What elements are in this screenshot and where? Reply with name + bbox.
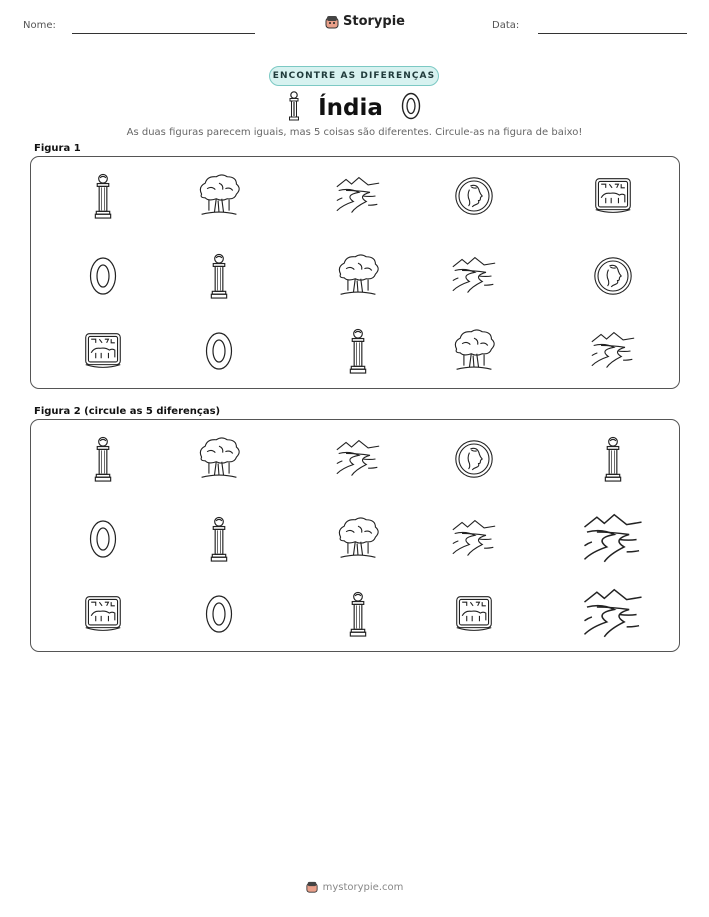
title-zero-icon [401,92,421,124]
brand-logo [325,14,405,29]
river-icon[interactable] [335,438,381,480]
footer-url[interactable]: mystorypie.com [322,881,404,893]
river-icon [335,175,381,217]
name-label: Nome: [23,20,56,31]
zero-icon[interactable] [204,594,234,634]
zero-icon [204,331,234,371]
seal-icon[interactable] [83,594,123,634]
zero-icon[interactable] [88,519,118,559]
river-icon[interactable] [451,518,497,560]
storypie-mascot-icon [325,15,339,29]
seal-icon [83,331,123,371]
pillar-icon[interactable] [94,436,112,482]
pillar-icon [210,253,228,299]
pillar-icon [94,173,112,219]
title-row [0,91,709,125]
title-pillar-icon [288,91,300,125]
banyan-tree-icon[interactable] [335,517,381,561]
seal-icon [593,176,633,216]
pillar-icon[interactable] [604,436,622,482]
storypie-mascot-icon [306,881,318,893]
river-icon [451,255,497,297]
pillar-icon [349,328,367,374]
banyan-tree-icon [335,254,381,298]
river-icon [590,330,636,372]
pillar-icon[interactable] [210,516,228,562]
coin-icon [593,256,633,296]
banyan-tree-icon [451,329,497,373]
page-title: Índia [318,95,383,121]
date-line[interactable] [538,33,687,34]
banyan-tree-icon [196,174,242,218]
seal-icon[interactable] [454,594,494,634]
banyan-tree-icon[interactable] [196,437,242,481]
zero-icon [88,256,118,296]
figure1-label: Figura 1 [34,143,81,154]
coin-icon [454,176,494,216]
activity-badge: ENCONTRE AS DIFERENÇAS [269,66,439,86]
instructions: As duas figuras parecem iguais, mas 5 coisas são diferentes. Circule-as na figura de baixo! [126,127,583,138]
date-label: Data: [492,20,520,31]
pillar-icon[interactable] [349,591,367,637]
footer [0,881,709,893]
coin-icon[interactable] [454,439,494,479]
figure2-label: Figura 2 (circule as 5 diferenças) [34,406,221,417]
brand-name: Storypie [343,14,405,29]
river-icon[interactable] [582,511,644,568]
name-line[interactable] [72,33,255,34]
river-icon[interactable] [582,586,644,643]
